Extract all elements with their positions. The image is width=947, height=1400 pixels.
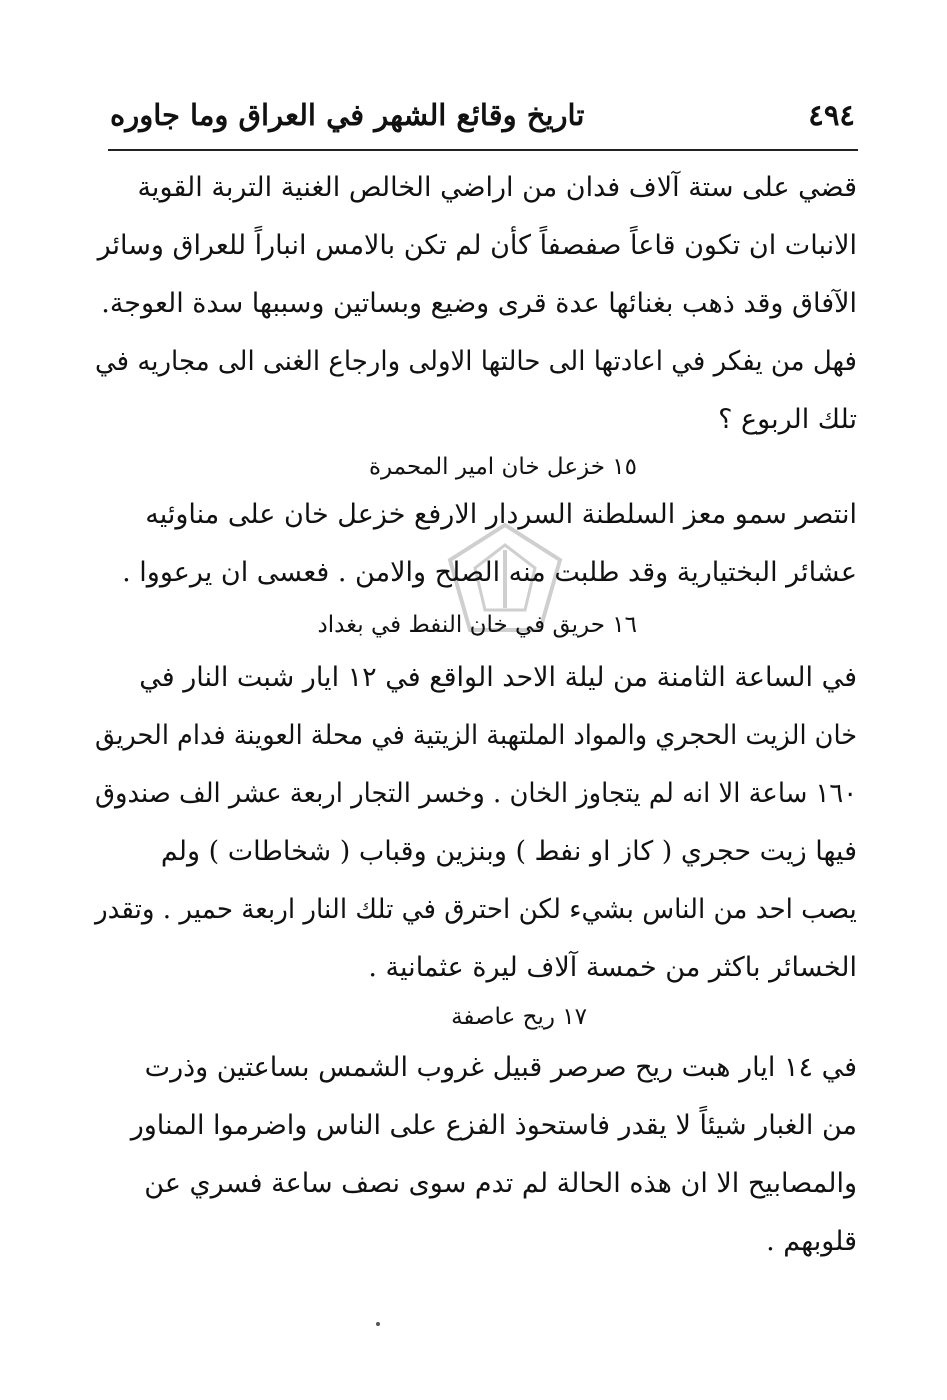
paragraph-line: في ١٤ ايار هبت ريح صرصر قبيل غروب الشمس بساعتين وذرت: [144, 1052, 857, 1083]
section-heading: ١٥ خزعل خان امير المحمرة: [368, 454, 637, 480]
paragraph-line: تلك الربوع ؟: [718, 404, 857, 435]
header-rule: [108, 149, 858, 151]
paragraph-line: انتصر سمو معز السلطنة السردار الارفع خزعل خان على مناوئيه: [145, 499, 857, 530]
paragraph-line: الخسائر باكثر من خمسة آلاف ليرة عثمانية .: [368, 952, 857, 983]
paragraph-line: والمصابيح الا ان هذه الحالة لم تدم سوى نصف ساعة فسري عن: [144, 1168, 857, 1199]
paragraph-line: قضي على ستة آلاف فدان من اراضي الخالص الغنية التربة القوية: [137, 172, 857, 203]
section-heading: ١٧ ريح عاصفة: [451, 1004, 587, 1030]
paragraph-line: فهل من يفكر في اعادتها الى حالتها الاولى وارجاع الغنى الى مجاريه في: [95, 346, 857, 377]
page-dot: [376, 1322, 380, 1326]
paragraph-line: خان الزيت الحجري والمواد الملتهبة الزيتية في محلة العوينة فدام الحريق: [94, 720, 857, 751]
section-heading: ١٦ حريق في خان النفط في بغداد: [317, 612, 637, 638]
paragraph-line: الآفاق وقد ذهب بغنائها عدة قرى وضيع وبساتين وسببها سدة العوجة.: [101, 288, 857, 319]
paragraph-line: فيها زيت حجري ( كاز او نفط ) وبنزين وقباب ( شخاطات ) ولم: [160, 836, 857, 867]
paragraph-line: ١٦٠ ساعة الا انه لم يتجاوز الخان . وخسر التجار اربعة عشر الف صندوق: [94, 778, 857, 809]
running-title: تاريخ وقائع الشهر في العراق وما جاوره: [110, 98, 585, 132]
paragraph-line: قلوبهم .: [766, 1226, 857, 1257]
paragraph-line: عشائر البختيارية وقد طلبت منه الصلح والامن . فعسى ان يرعووا .: [122, 557, 857, 588]
paragraph-line: من الغبار شيئاً لا يقدر فاستحوذ الفزع على الناس واضرموا المناور: [130, 1110, 857, 1141]
page-header: [110, 92, 855, 138]
paragraph-line: يصب احد من الناس بشيء لكن احترق في تلك النار اربعة حمير . وتقدر: [95, 894, 857, 925]
paragraph-line: الانبات ان تكون قاعاً صفصفاً كأن لم تكن بالامس انباراً للعراق وسائر: [97, 230, 857, 261]
page-number: ٤٩٤: [808, 98, 855, 132]
paragraph-line: في الساعة الثامنة من ليلة الاحد الواقع في ١٢ ايار شبت النار في: [139, 662, 857, 693]
